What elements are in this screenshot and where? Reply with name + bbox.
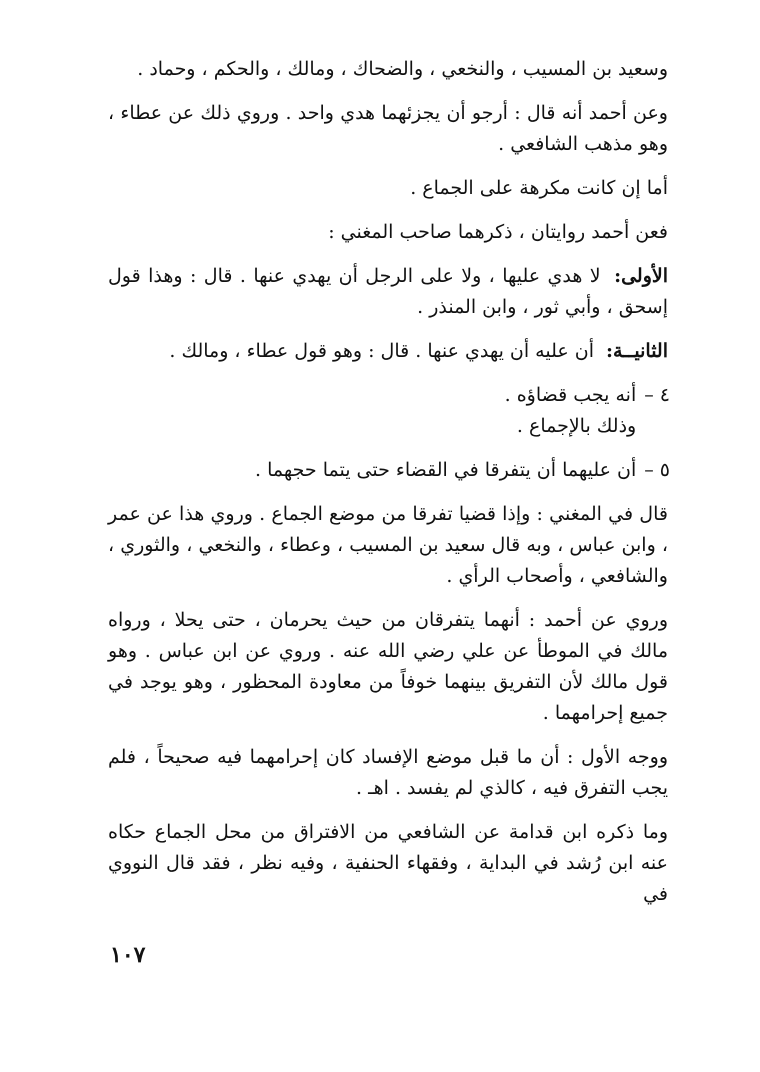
paragraph: وروي عن أحمد : أنهما يتفرقان من حيث يحرمان ، حتى يحلا ، ورواه مالك في الموطأ عن علي رضي الله عنه . وروي عن ابن عباس . وهو قول مالك لأن التفريق بينهما خوفاً من معاودة المحظور ، وهو يوجد في جميع إحرامهما . (108, 609, 668, 724)
item-number: ٥ – (644, 459, 670, 481)
numbered-item-5 (108, 455, 668, 486)
item-title: أنه يجب قضاؤه . (504, 384, 637, 406)
numbered-item-4 (108, 380, 668, 442)
paragraph: قال في المغني : وإذا قضيا تفرقا من موضع الجماع . وروي هذا عن عمر ، وابن عباس ، وبه قال سعيد بن المسيب ، وعطاء ، والنخعي ، والثوري ، والشافعي ، وأصحاب الرأي . (108, 503, 668, 587)
paragraph-text: أن عليه أن يهدي عنها . قال : وهو قول عطاء ، ومالك . (169, 340, 594, 362)
page-content (108, 54, 668, 923)
paragraph-label: الأولى: (614, 265, 668, 287)
paragraph: أما إن كانت مكرهة على الجماع . (410, 177, 668, 199)
paragraph: فعن أحمد روايتان ، ذكرهما صاحب المغني : (328, 221, 668, 243)
page-number: ١٠٧ (110, 942, 146, 968)
item-text: وذلك بالإجماع . (516, 415, 637, 437)
paragraph: وسعيد بن المسيب ، والنخعي ، والضحاك ، ومالك ، والحكم ، وحماد . (137, 58, 668, 80)
paragraph: وما ذكره ابن قدامة عن الشافعي من الافتراق من محل الجماع حكاه عنه ابن رُشد في البداية ، وفقهاء الحنفية ، وفيه نظر ، فقد قال النووي في (108, 821, 668, 905)
paragraph (108, 261, 668, 323)
item-number: ٤ – (644, 384, 670, 406)
paragraph (108, 336, 668, 367)
paragraph: وعن أحمد أنه قال : أرجو أن يجزئهما هدي واحد . وروي ذلك عن عطاء ، وهو مذهب الشافعي . (108, 102, 668, 155)
item-title: أن عليهما أن يتفرقا في القضاء حتى يتما حجهما . (255, 459, 637, 481)
paragraph-label: الثانيــة: (606, 340, 668, 362)
paragraph: ووجه الأول : أن ما قبل موضع الإفساد كان إحرامهما فيه صحيحاً ، فلم يجب التفرق فيه ، كالذي لم يفسد . اهـ . (108, 746, 668, 799)
paragraph-text: لا هدي عليها ، ولا على الرجل أن يهدي عنها . قال : وهذا قول إسحق ، وأبي ثور ، وابن المنذر . (108, 265, 668, 318)
